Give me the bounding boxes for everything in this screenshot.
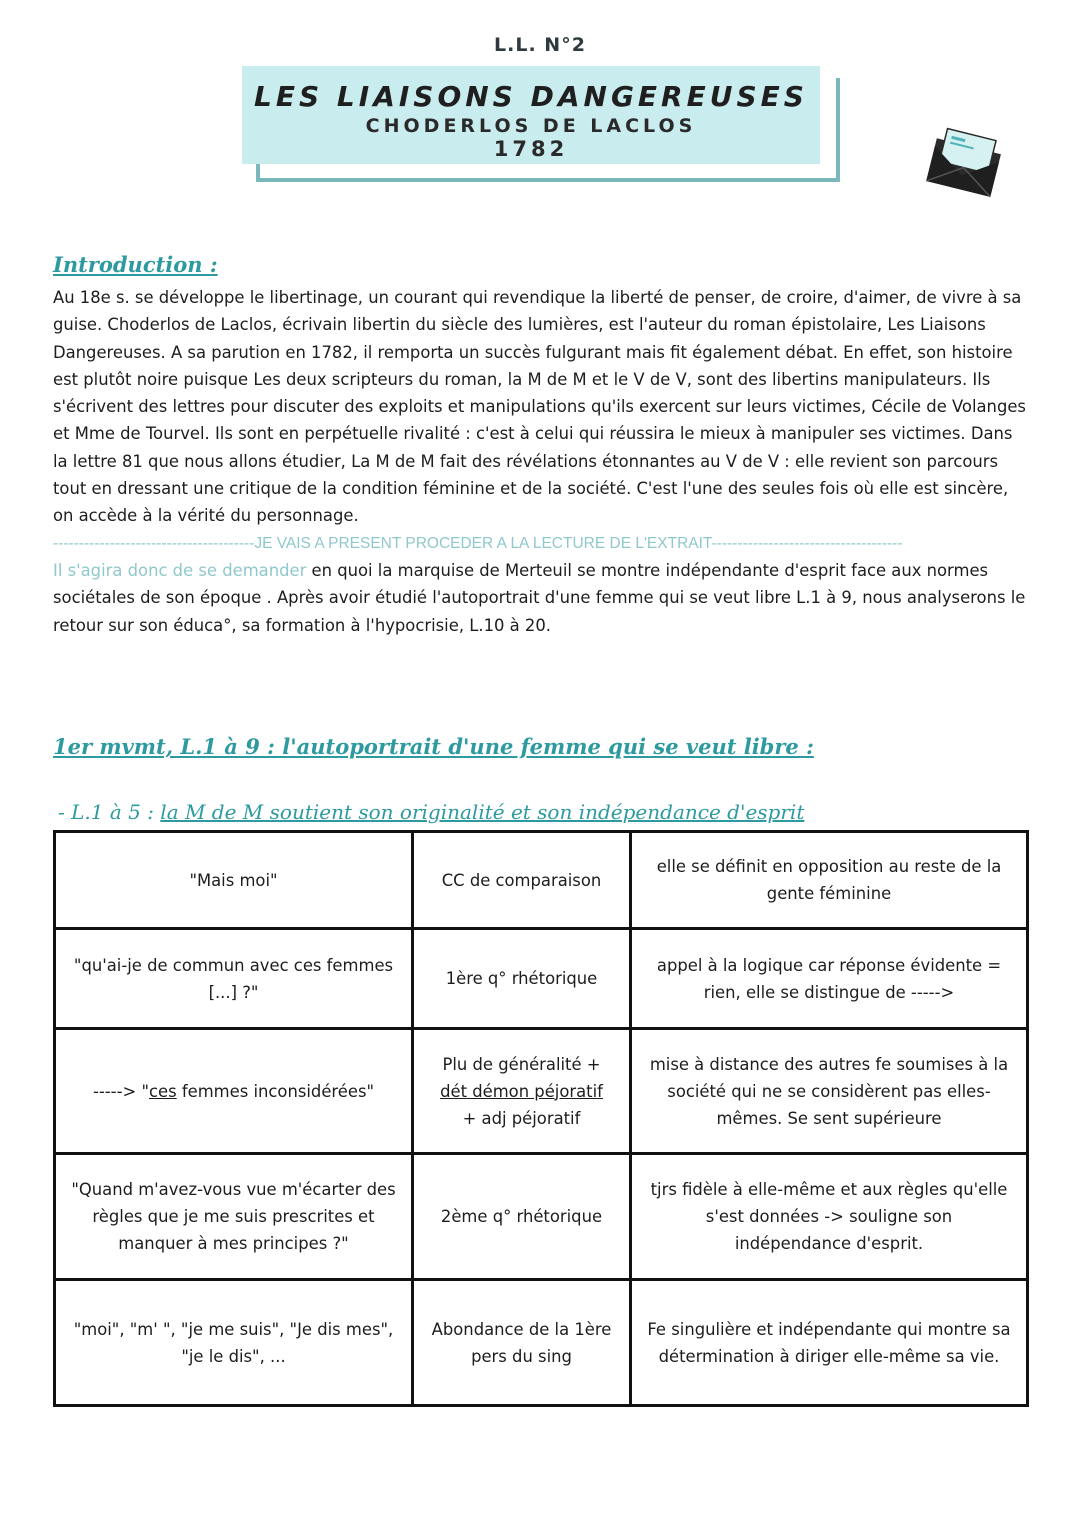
lesson-number: L.L. N°2 [494, 34, 586, 56]
envelope-icon [924, 124, 1008, 200]
movement-1-heading: 1er mvmt, L.1 à 9 : l'autoportrait d'une femme qui se veut libre : [53, 734, 814, 759]
device-cell: CC de comparaison [413, 832, 631, 929]
analysis-cell: elle se définit en opposition au reste de la gente féminine [631, 832, 1028, 929]
book-year: 1782 [493, 137, 569, 161]
introduction-heading: Introduction : [53, 252, 218, 277]
quote-cell: "qu'ai-je de commun avec ces femmes [...] ?" [55, 929, 413, 1029]
book-title: LES LIAISONS DANGEREUSES [254, 80, 808, 113]
reading-instruction-text: JE VAIS A PRESENT PROCEDER A LA LECTURE DE L'EXTRAIT [254, 534, 712, 552]
analysis-cell: Fe singulière et indépendante qui montre sa détermination à diriger elle-même sa vie. [631, 1280, 1028, 1406]
reading-instruction: ---------------------------------------JE VAIS A PRESENT PROCEDER A LA LECTURE DE L'EXTRAIT------------------------------------- [53, 534, 903, 552]
analysis-cell: mise à distance des autres fe soumises à la société qui ne se considèrent pas elles-mêmes. Se sent supérieure [631, 1029, 1028, 1154]
quote-cell: "Quand m'avez-vous vue m'écarter des règles que je me suis prescrites et manquer à mes principes ?" [55, 1154, 413, 1280]
analysis-table [53, 830, 1029, 1407]
problematic-paragraph [53, 557, 1028, 639]
analysis-cell: appel à la logique car réponse évidente = rien, elle se distingue de -----> [631, 929, 1028, 1029]
book-author: CHODERLOS DE LACLOS [365, 115, 697, 137]
table-row [55, 1154, 1028, 1280]
title-box [242, 66, 820, 164]
subsection-prefix: - L.1 à 5 : [58, 800, 161, 824]
device-cell [413, 1029, 631, 1154]
quote-underlined: ces [149, 1081, 177, 1101]
quote-cell: "Mais moi" [55, 832, 413, 929]
subsection-title: la M de M soutient son originalité et son indépendance d'esprit [160, 800, 805, 824]
device-cell: 2ème q° rhétorique [413, 1154, 631, 1280]
problematic-text: en quoi la marquise de Merteuil se montre indépendante d'esprit face aux normes sociétales de son époque . Après avoir étudié l'autoportrait d'une femme qui se veut libre L.1 à 9, nous analyserons le retour sur son éduca°, sa formation à l'hypocrisie, L.10 à 20. [53, 560, 1026, 635]
table-row [55, 1029, 1028, 1154]
device-line-2: dét démon péjoratif [440, 1081, 603, 1101]
device-cell: Abondance de la 1ère pers du sing [413, 1280, 631, 1406]
quote-cell [55, 1029, 413, 1154]
problematic-lead: Il s'agira donc de se demander [53, 560, 307, 580]
device-cell: 1ère q° rhétorique [413, 929, 631, 1029]
quote-cell: "moi", "m' ", "je me suis", "Je dis mes", "je le dis", ... [55, 1280, 413, 1406]
subsection-heading [58, 800, 804, 824]
introduction-body [53, 284, 1028, 639]
device-line-1: Plu de généralité + [442, 1054, 601, 1074]
device-line-3: + adj péjoratif [462, 1108, 581, 1128]
introduction-paragraph: Au 18e s. se développe le libertinage, un courant qui revendique la liberté de penser, de croire, d'aimer, de vivre à sa guise. Choderlos de Laclos, écrivain libertin du siècle des lumières, est l'auteur du roman épistolaire, Les Liaisons Dangereuses. A sa parution en 1782, il remporta un succès fulgurant mais fit également débat. En effet, son histoire est plutôt noire puisque Les deux scripteurs du roman, la M de M et le V de V, sont des libertins manipulateurs. Ils s'écrivent des lettres pour discuter des exploits et manipulations qu'ils exercent sur leurs victimes, Cécile de Volanges et Mme de Tourvel. Ils sont en perpétuelle rivalité : c'est à celui qui réussira le mieux à manipuler ses victimes. Dans la lettre 81 que nous allons étudier, La M de M fait des révélations étonnantes au V de V : elle revient son parcours tout en dressant une critique de la condition féminine et de la société. C'est l'une des seules fois où elle est sincère, on accède à la vérité du personnage. [53, 288, 1026, 526]
table-row [55, 1280, 1028, 1406]
analysis-cell: tjrs fidèle à elle-même et aux règles qu'elle s'est données -> souligne son indépendance d'esprit. [631, 1154, 1028, 1280]
quote-arrow: -----> " [92, 1081, 149, 1101]
quote-rest: femmes inconsidérées" [176, 1081, 375, 1101]
table-row [55, 832, 1028, 929]
table-row [55, 929, 1028, 1029]
